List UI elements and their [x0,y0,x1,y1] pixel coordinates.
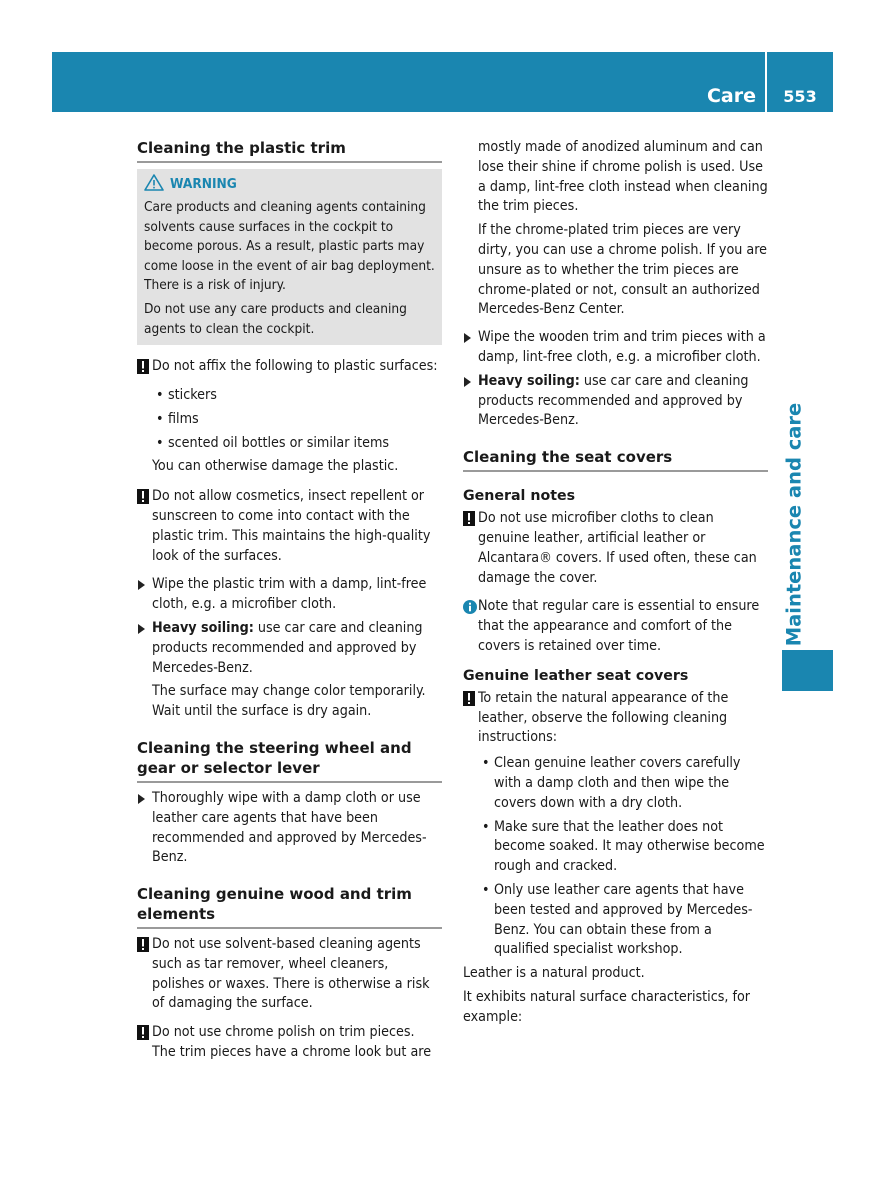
list-item-text: scented oil bottles or similar items [168,434,390,451]
exclamation-icon [137,359,149,374]
step-continuation: The surface may change color temporarily. Wait until the surface is dry again. [152,683,426,720]
step-arrow-icon [138,624,145,634]
paragraph: It exhibits natural surface characteristics, for example: [463,988,751,1025]
info-icon [463,600,477,614]
warning-box [137,169,442,345]
step-text: Wipe the wooden trim and trim pieces with a damp, lint-free cloth, e.g. a microfiber cloth. [478,329,766,365]
warning-title-text: WARNING [170,176,237,192]
step-wipe-wood [463,328,768,368]
warning-title [144,173,435,195]
note-chrome-polish [137,1023,442,1063]
page-number: 553 [783,87,817,106]
note-continuation: You can otherwise damage the plastic. [152,458,399,475]
list-item-text: films [168,410,199,427]
step-steering [137,789,442,868]
heading-plastic-trim: Cleaning the plastic trim [137,138,442,163]
chrome-note-continuation-2: If the chrome-plated trim pieces are very dirty, you can use a chrome polish. If you are unsure as to whether the trim pieces are chrome-plated or not, consult an authorized Mercedes-Benz Center. [478,222,768,318]
warning-triangle-icon [144,174,164,191]
chrome-note-continuation: mostly made of anodized aluminum and can lose their shine if chrome polish is used. Use a damp, lint-free cloth instead when cleaning the trim pieces. [478,139,768,215]
subheading-general-notes: General notes [463,488,576,505]
list-item-text: Make sure that the leather does not become soaked. It may otherwise become rough and cracked. [494,818,765,875]
step-bold-label: Heavy soiling: [152,619,254,636]
list-item-text: Only use leather care agents that have been tested and approved by Mercedes-Benz. You can obtain these from a qualified specialist workshop. [494,881,753,958]
list-item: • scented oil bottles or similar items [156,434,390,451]
step-text: Thoroughly wipe with a damp cloth or use leather care agents that have been recommended and approved by Mercedes-Benz. [152,789,427,866]
subheading-leather: Genuine leather seat covers [463,667,689,684]
note-cosmetics [137,487,442,566]
note-plastic-affix [137,357,442,377]
step-heavy-soiling [137,619,442,678]
heading-steering-wheel: Cleaning the steering wheel and gear or selector lever [137,738,442,783]
heading-seat-covers: Cleaning the seat covers [463,447,768,472]
step-text: Wipe the plastic trim with a damp, lint-free cloth, e.g. a microfiber cloth. [152,576,427,613]
note-text: Do not use chrome polish on trim pieces. The trim pieces have a chrome look but are [152,1024,432,1061]
warning-text-2: Do not use any care products and cleaning agents to clean the cockpit. [144,300,407,337]
side-tab-marker [782,650,833,691]
exclamation-icon [137,1025,149,1040]
list-item: • stickers [156,386,217,403]
step-wipe-plastic [137,575,442,615]
note-text: Do not use microfiber cloths to clean genuine leather, artificial leather or Alcantara® covers. If used often, these can damage the cover. [478,510,757,586]
exclamation-icon [137,489,149,504]
list-item: • Only use leather care agents that have been tested and approved by Mercedes-Benz. You can obtain these from a qualified specialist workshop. [482,881,753,958]
side-tab-label: Maintenance and care [782,402,806,646]
note-leather [463,689,768,748]
exclamation-icon [137,937,149,952]
list-item-text: Clean genuine leather covers carefully with a damp cloth and then wipe the covers down with a dry cloth. [494,755,741,811]
list-item-text: stickers [168,386,217,403]
left-column [137,138,442,1072]
step-arrow-icon [464,377,471,387]
note-text: Do not use solvent-based cleaning agents such as tar remover, wheel cleaners, polishes or waxes. There is otherwise a risk of damaging the surface. [152,936,430,1012]
exclamation-icon [463,511,475,526]
exclamation-icon [463,691,475,706]
note-text: Do not affix the following to plastic surfaces: [152,358,438,375]
side-tab-label-wrap [782,402,806,646]
note-microfiber [463,509,768,588]
right-column [463,138,768,1031]
step-arrow-icon [464,333,471,343]
step-arrow-icon [138,794,145,804]
note-text: Do not allow cosmetics, insect repellent or sunscreen to come into contact with the plastic trim. This maintains the high-quality look of the surfaces. [152,488,431,564]
step-heavy-soiling-wood [463,372,768,431]
note-text: Note that regular care is essential to ensure that the appearance and comfort of the covers is retained over time. [478,598,760,654]
step-arrow-icon [138,580,145,590]
list-item: • Clean genuine leather covers carefully with a damp cloth and then wipe the covers down with a dry cloth. [482,755,741,811]
note-solvent [137,935,442,1014]
step-text: use car care and cleaning products recommended and approved by Mercedes-Benz. [478,372,749,429]
list-item: • Make sure that the leather does not become soaked. It may otherwise become rough and cracked. [482,818,765,875]
step-text: use car care and cleaning products recommended and approved by Mercedes-Benz. [152,619,423,676]
heading-wood-trim: Cleaning genuine wood and trim elements [137,884,442,929]
step-bold-label: Heavy soiling: [478,372,580,389]
paragraph: Leather is a natural product. [463,965,645,982]
section-title: Care [706,85,756,107]
list-item: • films [156,410,199,427]
info-regular-care [463,597,768,656]
note-text: To retain the natural appearance of the leather, observe the following cleaning instructions: [478,689,729,746]
warning-text-1: Care products and cleaning agents containing solvents cause surfaces in the cockpit to become porous. As a result, plastic parts may come loose in the event of air bag deployment. There is a risk of injury. [144,199,435,294]
